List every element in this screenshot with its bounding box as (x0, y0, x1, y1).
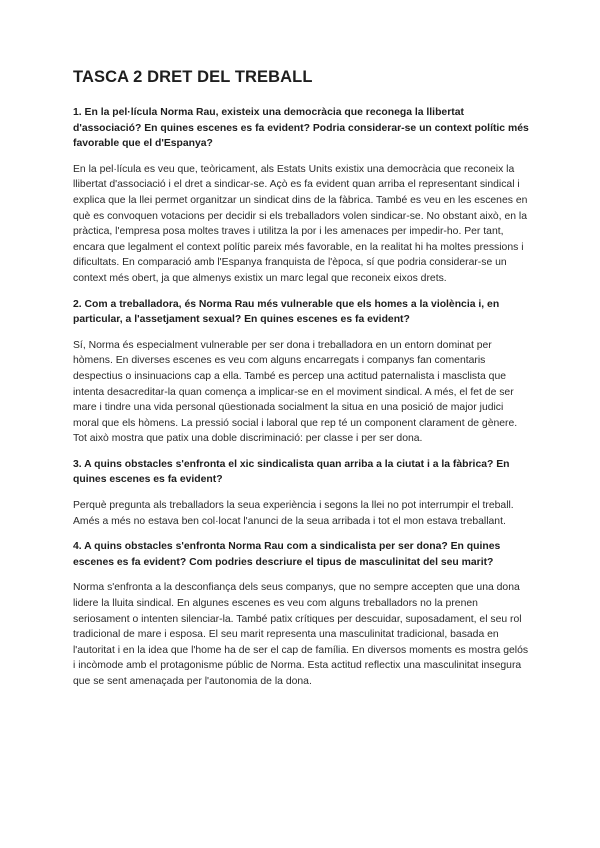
question-1: 1. En la pel·lícula Norma Rau, existeix una democràcia que reconega la llibertat d'associació? En quines escenes es fa evident? Podria considerar-se un context polític més favorable que el d'Espanya? (73, 107, 529, 150)
answer-1: En la pel·lícula es veu que, teòricament, als Estats Units existix una democràcia que reconeix la llibertat d'associació i el dret a sindicar-se. Açò es fa evident quan arriba el representant sindical i explica que la llei permet organitzar un sindicat dins de la fàbrica. També es veu en les escenes en què es convoquen votacions per decidir si els treballadors volen sindicar-se. No obstant això, en la pràctica, l'empresa posa moltes traves i utilitza la por i les amenaces per impedir-ho. Per tant, encara que legalment el context polític pareix més favorable, en la realitat hi ha moltes pressions i dificultats. En comparació amb l'Espanya franquista de l'època, sí que podria considerar-se un context més obert, ja que almenys existix un marc legal que reconeix eixos drets. (73, 163, 528, 284)
document-title: TASCA 2 DRET DEL TREBALL (73, 68, 313, 86)
section-4 (73, 539, 529, 689)
section-2 (73, 297, 529, 447)
document-page (73, 68, 529, 700)
question-2: 2. Com a treballadora, és Norma Rau més vulnerable que els homes a la violència i, en particular, a l'assetjament sexual? En quines escenes es fa evident? (73, 298, 500, 326)
answer-3: Perquè pregunta als treballadors la seua experiència i segons la llei no pot interrumpir el treball. Amés a més no estava ben col·locat l'anunci de la seua arribada i tot el mon estava treballant. (73, 500, 514, 527)
question-3: 3. A quins obstacles s'enfronta el xic sindicalista quan arriba a la ciutat i a la fàbrica? En quines escenes es fa evident? (73, 458, 510, 486)
section-1 (73, 105, 529, 287)
answer-2: Sí, Norma és especialment vulnerable per ser dona i treballadora en un entorn dominat per hòmens. En diverses escenes es veu com alguns encarregats i companys fan comentaris despectius o insinuacions cap a ella. També es percep una actitud paternalista i masclista que intenta desacreditar-la quan comença a implicar-se en el moviment sindical. A més, el fet de ser mare i tindre una vida personal qüestionada socialment la situa en una posició de major judici moral que els hòmens. La pressió social i laboral que rep té un component clarament de gènere. Tot això mostra que patix una doble discriminació: per classe i per ser dona. (73, 339, 518, 445)
answer-4: Norma s'enfronta a la desconfiança dels seus companys, que no sempre accepten que una dona lidere la lluita sindical. En algunes escenes es veu com alguns treballadors no la prenen seriosament o intenten silenciar-la. També patix crítiques per descuidar, suposadament, el seu rol tradicional de mare i esposa. El seu marit representa una masculinitat tradicional, basada en l'autoritat i en la idea que l'home ha de ser el cap de família. En diversos moments es mostra gelós i incòmode amb el protagonisme públic de Norma. Esta actitud reflectix una masculinitat insegura que se sent amenaçada per l'autonomia de la dona. (73, 582, 529, 687)
section-3 (73, 457, 529, 529)
question-4: 4. A quins obstacles s'enfronta Norma Rau com a sindicalista per ser dona? En quines escenes es fa evident? Com podries descriure el tipus de masculinitat del seu marit? (73, 541, 501, 568)
